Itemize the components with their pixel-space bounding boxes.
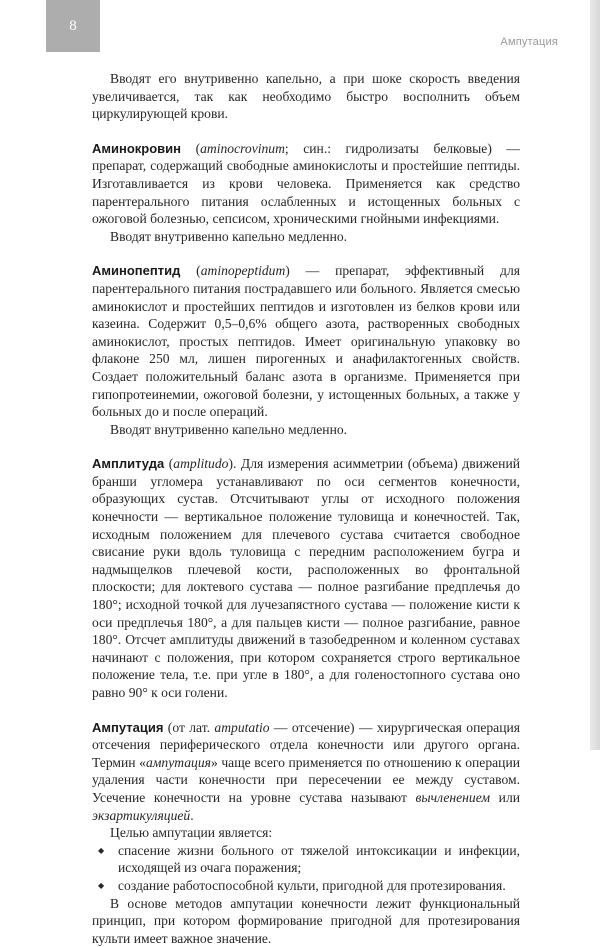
closing-paragraph: В основе методов ампутации конечности лежит функциональный принцип, при котором формирование пригодной для протезирования культи имеет важное значение.	[92, 895, 520, 946]
list-item: ◆ спасение жизни больного от тяжелой интоксикации и инфекции, исходящей из очага поражения;	[92, 842, 520, 877]
entry-definition: — отсечение) — хирургическая операция отсечения периферического отдела конечности или другого органа. Термин «	[92, 719, 521, 770]
entry-paren-open: (	[164, 456, 174, 472]
entry-definition-cont: » чаще всего применяется по отношению к операции удаления части конечности при пересечении ее между суставом. Усечение конечности на уровне сустава называют	[92, 754, 520, 805]
entry-period: .	[190, 807, 194, 823]
entry-or: или	[490, 789, 521, 805]
entry-term: Ампутация	[92, 719, 164, 735]
page-body	[92, 66, 520, 947]
entry-paren-open: (	[181, 140, 201, 156]
entry-exarticulation-1: вычленением	[415, 789, 491, 805]
goals-list	[92, 842, 520, 895]
entry-paren-open: (	[180, 263, 201, 279]
page-number-tab	[46, 0, 100, 52]
entry-amplituda	[92, 455, 520, 701]
entry-usage: Вводят внутривенно капельно медленно.	[110, 228, 348, 244]
entry-definition: ; син.: гидролизаты белковые) — препарат, содержащий свободные аминокислоты и простейшие пептиды. Изготавливается из крови человека. Применяется как средство парентерального питания ослабленных и истощенных больных с ожоговой болезнью, сепсисом, хроническими гнойными инфекциями.	[92, 140, 520, 227]
running-title: Ампутация	[500, 36, 558, 48]
entry-definition: ). Для измерения асимметрии (объема) движений бранши угломера устанавливают по оси сегментов конечности, образующих сустав. Отсчитывают углы от исходного положения конечности — вертикальное положение туловища и конечностей. Так, исходным положением для плечевого сустава считается свободное свисание руки вдоль туловища с передним расположением бугра и надмыщелков плечевой кости, расположенных во фронтальной плоскости; для локтевого сустава — полное разгибание предплечья до 180°; исходной точкой для лучезапястного сустава — положение кисти к оси предплечья 180°, а для пальцев кисти — полное разгибание, равное 180°. Отсчет амплитуды движений в тазобедренном и коленном суставах начинают с положения, при котором сохраняется строго вертикальное положение тела, т.е. при угле в 180°, а для голеностопного сустава оно равно 90° к оси голени.	[92, 456, 520, 700]
entry-aminopeptid	[92, 262, 520, 420]
entry-exarticulation-2: экзартикуляцией	[92, 807, 191, 823]
entry-definition: ) — препарат, эффективный для парентерального питания пострадавшего или больного. Является смесью аминокислот и простейших пептидов и изготовлен из белков крови или казеина. Содержит 0,5–0,6% общего азота, растворенных свободных аминокислот, простых пептидов. Имеет оригинальную упаковку во флаконе 250 мл, лишен пирогенных и анафилактогенных свойств. Создает положительный баланс азота в организме. Применяется при гипопротеинемии, ожоговой болезни, у истощенных больных, а также у больных до и после операций.	[92, 263, 520, 420]
entry-latin: amputatio	[214, 719, 270, 735]
list-item: ◆ создание работоспособной культи, пригодной для протезирования.	[92, 877, 520, 895]
entry-aminokrovin	[92, 140, 520, 228]
entry-term: Аминокровин	[92, 140, 182, 156]
entry-term: Аминопептид	[92, 263, 181, 279]
entry-latin: amplitudo	[173, 456, 229, 472]
entry-amputaciya	[92, 719, 520, 825]
page-number: 8	[69, 17, 77, 34]
entry-latin: aminocrovinum	[200, 140, 285, 156]
book-spine-edge	[590, 0, 600, 750]
goals-intro: Целью ампутации является:	[110, 825, 273, 841]
entry-latin: aminopeptidum	[200, 263, 286, 279]
entry-paren-open: (от лат.	[163, 719, 215, 735]
entry-term-italic: ампутация	[145, 754, 211, 770]
intro-paragraph: Вводят его внутривенно капельно, а при шоке скорость введения увеличивается, так как необходимо быстро восполнить объем циркулирующей крови.	[92, 71, 520, 122]
entry-usage: Вводят внутривенно капельно медленно.	[110, 421, 348, 437]
entry-term: Амплитуда	[92, 456, 165, 472]
